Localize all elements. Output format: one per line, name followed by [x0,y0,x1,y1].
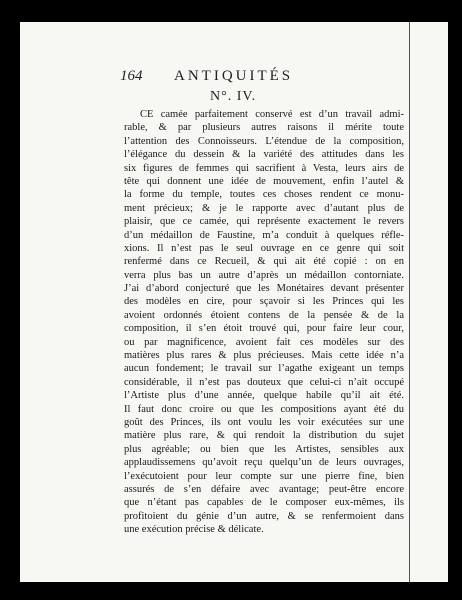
running-title: ANTIQUITÉS [174,68,294,84]
text-line: assurés de s’en défaire avec avantage; peut-être encore [124,483,404,495]
text-line: l’Artiste plus d’une année, quelque habile qu’il ait été. [124,390,404,402]
text-line: J’ai d’abord conjecturé que les Monétaires devant présenter [124,283,404,295]
text-line: avoient ordonnés étoient contens de la pensée & de la [124,309,404,321]
text-line: l’attention des Connoisseurs. L’étendue de la composition, [124,135,404,147]
text-line: profitoient du génie d’un autre, & se renfermoient dans [124,510,404,522]
text-line: plus agréable; ou bien que les Artistes, sensibles aux [124,443,404,455]
text-line: renfermé dans ce Recueil, & qui ait été copié : on en [124,256,404,268]
text-line: ou par magnificence, avoient fait ces modèles sur des [124,336,404,348]
text-line: CE camée parfaitement conservé est d’un travail admi- [140,109,404,120]
text-line: xions. Il n’est pas le seul ouvrage en ce genre qui soit [124,242,404,254]
text-line: ment précieux; & je le rapporte avec d’autant plus de [124,202,404,214]
text-line: l’exécutoient pour leur compte sur une pierre fine, bien [124,470,404,482]
body-text [124,108,404,537]
text-line: goût des Princes, ils ont voulu les voir exécutées sur une [124,416,404,428]
text-line: matière plus rare, & qui rendoit la distribution du sujet [124,430,404,442]
text-line: composition, il s’en étoit trouvé qui, pour faire leur cour, [124,323,404,335]
text-line: verra plus bas un autre d’après un médaillon contorniate. [124,269,404,281]
text-line: Il faut donc croire ou que les compositions ayant été du [124,403,404,415]
text-line: plaisir, que ce camée, qui représente exactement le revers [124,216,404,228]
section-heading: N°. IV. [210,89,257,104]
text-line: tête qui donnent une idée de mouvement, enfin l’autel & [124,175,404,187]
page-header [120,68,410,88]
text-line: aucun fondement; le travail sur l’agathe exigeant un temps [124,363,404,375]
text-line: six figures de femmes qui sacrifient à Vesta, leurs airs de [124,162,404,174]
page-edge-divider [409,22,410,582]
text-line: d’un médaillon de Faustine, m’a conduit à quelques réfle- [124,229,404,241]
text-line: des modèles en cire, pour sçavoir si les Princes qui les [124,296,404,308]
text-line: la forme du temple, toutes ces choses rendent ce monu- [124,189,404,201]
text-line: considérable, il n’est pas douteux que celui-ci n’ait occupé [124,376,404,388]
text-line: applaudissemens qu’avoit reçu quelqu’un de leurs ouvrages, [124,457,404,469]
text-line: matières plus rares & plus précieuses. Mais cette idée n’a [124,350,404,362]
page-number: 164 [120,68,143,84]
text-line: rable, & par plusieurs autres raisons il mérite toute [124,122,404,134]
book-page [20,22,448,582]
text-line: l’élégance du dessein & la variété des attitudes dans les [124,149,404,161]
text-line: une exécution précise & délicate. [124,524,264,536]
text-line: que n’étant pas capables de le composer eux-mêmes, ils [124,497,404,509]
